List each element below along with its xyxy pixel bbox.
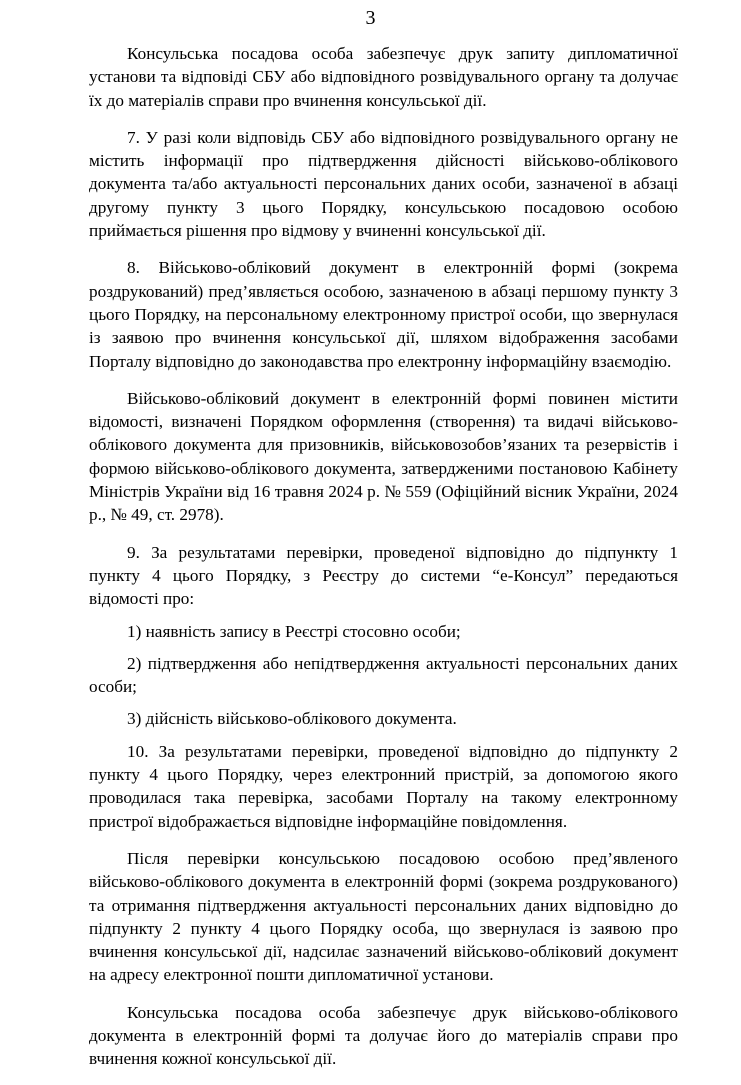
list-item-3: 3) дійсність військово-облікового документа.	[127, 709, 457, 729]
paragraph-document-contents: Військово-обліковий документ в електронній формі повинен містити відомості, визначені Порядком оформлення (створення) та видачі військово-облікового документа для призовників, військовозобов’язаних та резервістів і формою військово-облікового документа, затвердженими постановою Кабінету Міністрів України від 16 травня 2024 р. № 559 (Офіційний вісник України, 2024 р., № 49, ст. 2978).	[89, 388, 678, 525]
document-body	[89, 42, 678, 1085]
page-number: 3	[365, 7, 376, 29]
paragraph-consular-print-document: Консульська посадова особа забезпечує друк військово-облікового документа в електронній формі та долучає його до матеріалів справи про вчинення кожної консульської дії.	[89, 1002, 678, 1069]
list-item-1: 1) наявність запису в Реєстрі стосовно особи;	[127, 621, 461, 641]
paragraph-item-7: 7. У разі коли відповідь СБУ або відповідного розвідувального органу не містить інформації про підтвердження дійсності військово-облікового документа та/або актуальності персональних даних особи, зазначеної в абзаці другому пункту 3 цього Порядку, консульською посадовою особою приймається рішення про відмову у вчиненні консульської дії.	[89, 127, 678, 241]
paragraph-item-8: 8. Військово-обліковий документ в електронній формі (зокрема роздрукований) пред’являється особою, зазначеною в абзаці першому пункту 3 цього Порядку, на персональному електронному пристрої особи, що звернулася із заявою про вчинення консульської дії, шляхом відображення засобами Порталу відповідно до законодавства про електронну інформаційну взаємодію.	[89, 258, 678, 371]
paragraph-after-verification: Після перевірки консульською посадовою особою пред’явленого військово-облікового документа в електронній формі (зокрема роздрукованого) та отримання підтвердження актуальності персональних даних відповідно до підпункту 2 пункту 4 цього Порядку особа, що звернулася із заявою про вчинення консульської дії, надсилає зазначений військово-обліковий документ на адресу електронної пошти дипломатичної установи.	[89, 848, 678, 985]
paragraph-item-9: 9. За результатами перевірки, проведеної відповідно до підпункту 1 пункту 4 цього Порядку, з Реєстру до системи “е-Консул” передаються відомості про:	[89, 542, 678, 609]
paragraph-item-10: 10. За результатами перевірки, проведеної відповідно до підпункту 2 пункту 4 цього Порядку, через електронний пристрій, за допомогою якого проводилася така перевірка, засобами Порталу на такому електронному пристрої відображається відповідне інформаційне повідомлення.	[89, 741, 678, 831]
list-item-2: 2) підтвердження або непідтвердження актуальності персональних даних особи;	[89, 653, 678, 697]
paragraph-consular-print-request: Консульська посадова особа забезпечує друк запиту дипломатичної установи та відповіді СБУ або відповідного розвідувального органу та долучає їх до матеріалів справи про вчинення консульської дії.	[89, 44, 678, 110]
